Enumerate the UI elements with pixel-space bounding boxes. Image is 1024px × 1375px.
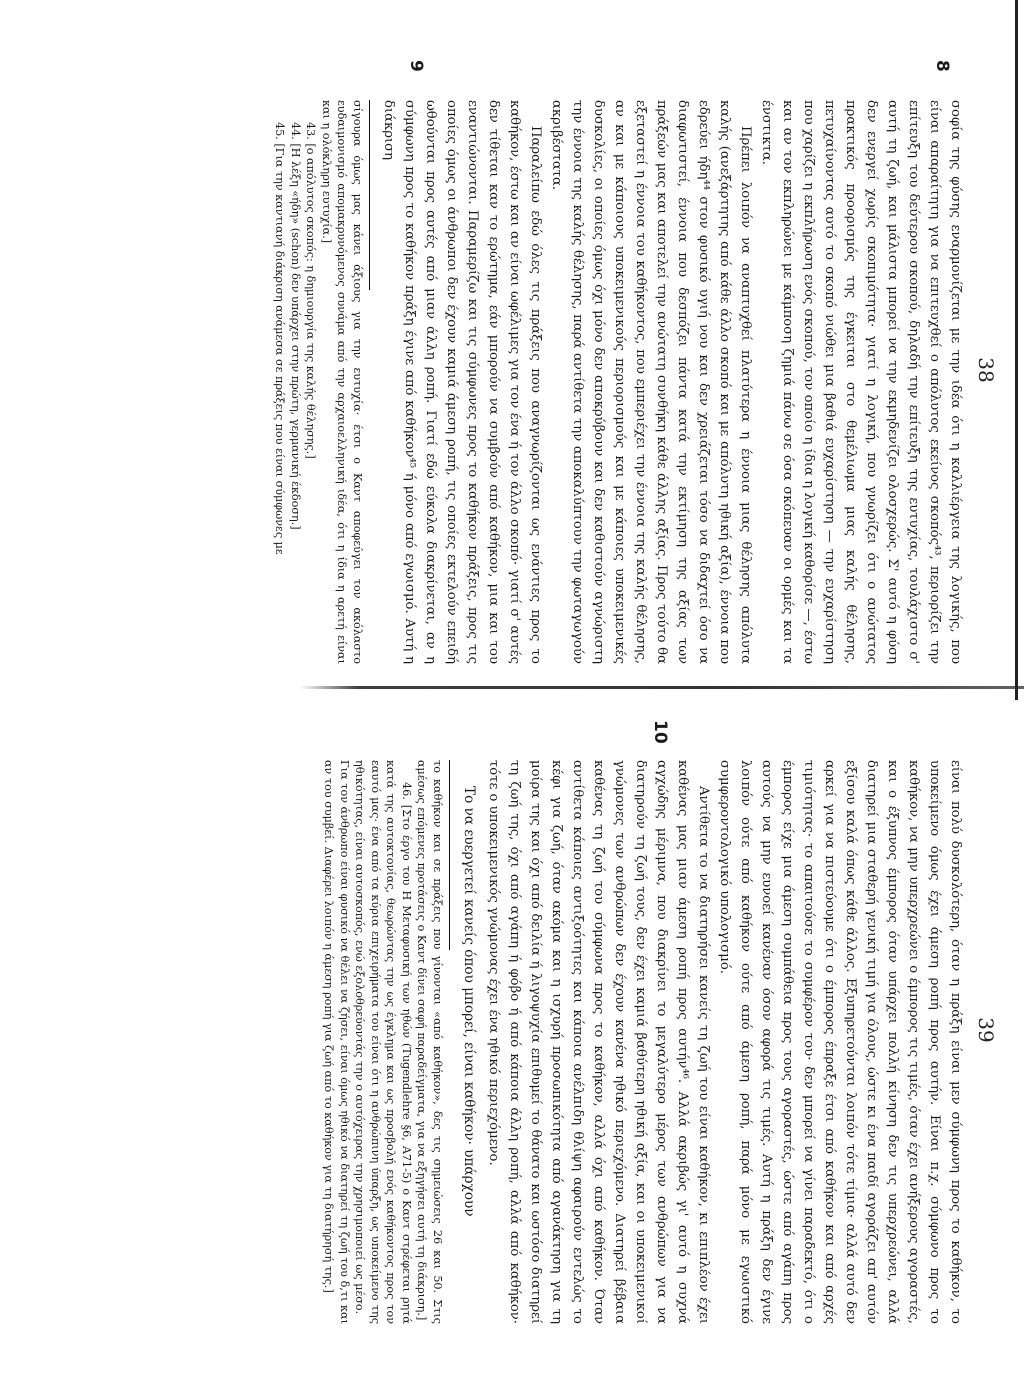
footnotes [321,760,445,1324]
page-body [321,760,966,1324]
paragraph: είναι πολύ δυσκολότερη, όταν η πράξη είναι μεν σύμφωνη προς το καθήκον, το υποκείμενο όμως έχει άμεση ροπή προς αυτήν. Είναι π.χ. σύμφωνο προς το καθήκον, να μην υπερχρεώνει ο έμπορος τις τιμές, όταν έχει ανήξερους αγοραστές, και ο έξυπνος έμπορος όταν υπάρχει πολλή κίνηση δεν τις υπερχρεώνει, αλλά διατηρεί μια σταθερή γενική τιμή για όλους, ώστε κι ένα παιδί αγοράζει απ' αυτόν εξίσου καλά όπως κάθε άλλος. Εξυπηρετούνται λοιπόν τότε τίμια· αλλά αυτό δεν αρκεί για να πιστεύουμε ότι ο έμπορος έπραξε έτσι από καθήκον και από αρχές τιμιότητας· το απαιτούσε το συμφέρον του· δεν μπορεί να γίνει παραδεκτό, ότι ο έμπορος είχε μια άμεση συμπάθεια προς τους αγοραστές, ώστε από αγάπη προς αυτούς να μην ευνοεί κανέναν όσον αφορά τις τιμές. Αυτή η πράξη δεν έγινε λοιπόν ούτε από καθήκον ούτε από άμεση ροπή, παρά μόνο με εγωιστικό συμφεροντολογικό υπολογισμό. [717,760,963,1324]
page-number: 38 [974,357,998,383]
page-38 [0,40,1000,700]
page-body [272,100,966,664]
paragraph: Παραλείπω εδώ όλες τις πράξεις που αναγνωρίζονται ως ενάντιες προς το καθήκον, έστω και αν είναι ωφέλιμες για τον ένα ή τον άλλο σκοπό· γιατί σ' αυτές δεν τίθεται καν το ερώτημα, εάν μπορούν να συμβούν από καθήκον, μια και του εναντιώνονται. Παραμερίζω και τις σύμφωνες προς το καθήκον πράξεις, προς τις οποίες όμως οι άνθρωποι δεν έχουν καμιά άμεση ροπή, τις οποίες εκτελούν επειδή ωθούνται προς αυτές από μιαν άλλη ροπή. Γιατί εδώ εύκολα διακρίνεται, αν η σύμφωνη προς το καθήκον πράξη έγινε από καθήκον⁴⁵ ή μόνο από εγωισμό. Αυτή η διάκριση [381,100,543,664]
footnote: σίγουρα όμως μας κάνει άξιους για την ευτυχία· έτσι ο Καντ αποφεύγει τον ακόλαστο ευδαιμονισμό απομακρυνόμενος συνάμα από την αρχαιοελληνική ιδέα, ότι η ίδια η αρετή είναι και η ολόκληρη ευτυχία.] [320,100,364,664]
footnote: το καθήκον και σε πράξεις που γίνονται «από καθήκον», δες τις σημειώσεις 26 και 50. Στις αμέσως επόμενες προτάσεις ο Καντ δίνει σαφή παραδείγματα, για να εξηγήσει αυτή τη διάκριση.] [415,760,444,1324]
paragraph: σοφία της φύσης εναρμονίζεται με την ιδέα ότι η καλλιέργεια της λογικής, που είναι απαραίτητη για να επιτευχθεί ο απόλυτος εκείνος σκοπός⁴³, περιορίζει την επίτευξη του δεύτερου σκοπού, δηλαδή την επίτευξη της ευτυχίας, τουλάχιστο σ' αυτή τη ζωή, και μάλιστα μπορεί να την εκμηδενίζει ολοσχερώς. Σ' αυτό η φύση δεν ενεργεί χωρίς σκοπιμότητα· γιατί η λογική, που γνωρίζει ότι ο ανώτατος πρακτικός προορισμός της έγκειται στο θεμέλιωμα μιας καλής θέλησης, πετυχαίνοντας αυτό το σκοπό νιώθει μια βαθιά ευχαρίστηση — την ευχαρίστηση που χαρίζει η εκπλήρωση ενός σκοπού, τον οποίο η ίδια η λογική καθορίσε —, έστω και αν τον εκπληρώνει με κάμποση ζημιά πάνω σε όσα σκόπευαν οι ορμές και τα ένστικτα. [759,100,963,664]
footnote: 43. [ο απόλυτος σκοπός: η δημιουργία της καλής θέλησης.] [304,122,318,459]
section-heading: Το να ευεργετεί κανείς όπου μπορεί, είναι καθήκον· υπάρχουν [461,786,477,1217]
page-number: 39 [974,1017,998,1043]
footnote: 46. [Στο έργο του Η Μεταφυσική των ηθών (Tugendlehre §6, A71-5) ο Καντ στρέφεται ρητά κατά της αυτοκτονίας, θεωρώντας την ως έγκλημα και ως προσβολή ενός καθήκοντος προς τον εαυτό μας· ένα από τα κύρια επιχειρήματα του είναι ότι η ανθρώπινη ύπαρξη, ως υποκείμενο της ηθικότητας, είναι αυτοσκοπός, ενώ εξολοθρεύοντάς την ο αυτόχειρας την χρησιμοποιεί ως μέσο. [353,760,413,1324]
footnote: 45. [Για την καντιανή διάκριση ανάμεσα σε πράξεις που είναι σύμφωνες με [273,122,287,555]
page-39 [0,700,1000,1360]
margin-marker: 10 [650,720,670,744]
footnote-rule [449,760,450,950]
paragraph: Πρέπει λοιπόν να αναπτυχθεί πλατύτερα η έννοια μιας θέλησης απόλυτα καλής (ανεξάρτητης από κάθε άλλο σκοπό και με απόλυτη ηθική αξία), έννοια που εδρεύει ήδη⁴⁴ στον φυσικό υγιή νου και δεν χρειάζεται τόσο να διδαχτεί όσο να διαφωτιστεί, έννοια που δεσπόζει πάντα κατά την εκτίμηση της αξίας των πράξεών μας και αποτελεί την ανώτατη συνθήκη κάθε άλλης αξίας. Προς τούτο θα εξεταστεί η έννοια του καθήκοντος, που εμπεριέχει την έννοια της καλής θέλησης, αν και με κάποιους υποκειμενικούς περιορισμούς και με κάποιες υποκειμενικές δυσκολίες, οι οποίες όμως όχι μόνο δεν αποκρύβουν και δεν καθιστούν αγνώριστη την έννοια της καλής θέλησης, παρά αντίθετα την αποκαλύπτουν την φωταγωγούν ακριβέστατα. [549,100,753,664]
footnotes [272,100,365,664]
margin-marker: 8 [932,60,952,72]
paragraph: Αντίθετα το να διατηρήσει κανείς τη ζωή του είναι καθήκον, κι επιπλέον έχει καθένας μας μιαν άμεση ροπή προς αυτήν⁴⁶. Αλλά ακριβώς γι' αυτό η συχνά αγχώδης μέριμνα, που διακρίνει το μεγαλύτερο μέρος των ανθρώπων για να διατηρούν τη ζωή τους, δεν έχει καμιά βαθύτερη ηθική αξία, και οι υποκειμενικοί γνώμονες των ανθρώπων δεν έχουν κανένα ηθικό περιεχόμενο. Διατηρεί βέβαια καθένας τη ζωή του σύμφωνα προς το καθήκον, αλλά όχι από καθήκον. Όταν αντίθετα κάποιες αντιξοότητες και κάποια ανέλπιδη θλίψη αφαιρούν εντελώς το κέφι για ζωή, όταν ακόμα και η ισχυρή προσωπικότητα από αγανάκτηση για τη μοίρα της και όχι από δειλία ή λιγοψυχία επιθυμεί το θάνατο και ωστόσο διατηρεί τη ζωή της, όχι από αγάπη ή φόβο ή από κάποια άλλη ροπή, αλλά από καθήκον· τότε ο υποκειμενικός γνώμονας έχει ένα ηθικό περιεχόμενο. [486,760,711,1324]
footnote: Για τον άνθρωπο είναι φυσικό να θέλει να ζήσει, είναι όμως ηθικό να διατηρεί τη ζωή του δ,τι και αν του συμβεί. Διαφέρει λοιπόν η άμεση ροπή για ζωή από το καθήκον για τη διατήρησή της.] [322,760,351,1324]
footnote-rule [369,100,370,290]
page-edge-shadow [1015,0,1018,700]
footnote: 44. [Η λέξη «ήδη» (schon) δεν υπάρχει στην πρώτη, γερμανική έκδοση.] [289,122,302,530]
margin-marker: 9 [406,60,426,72]
